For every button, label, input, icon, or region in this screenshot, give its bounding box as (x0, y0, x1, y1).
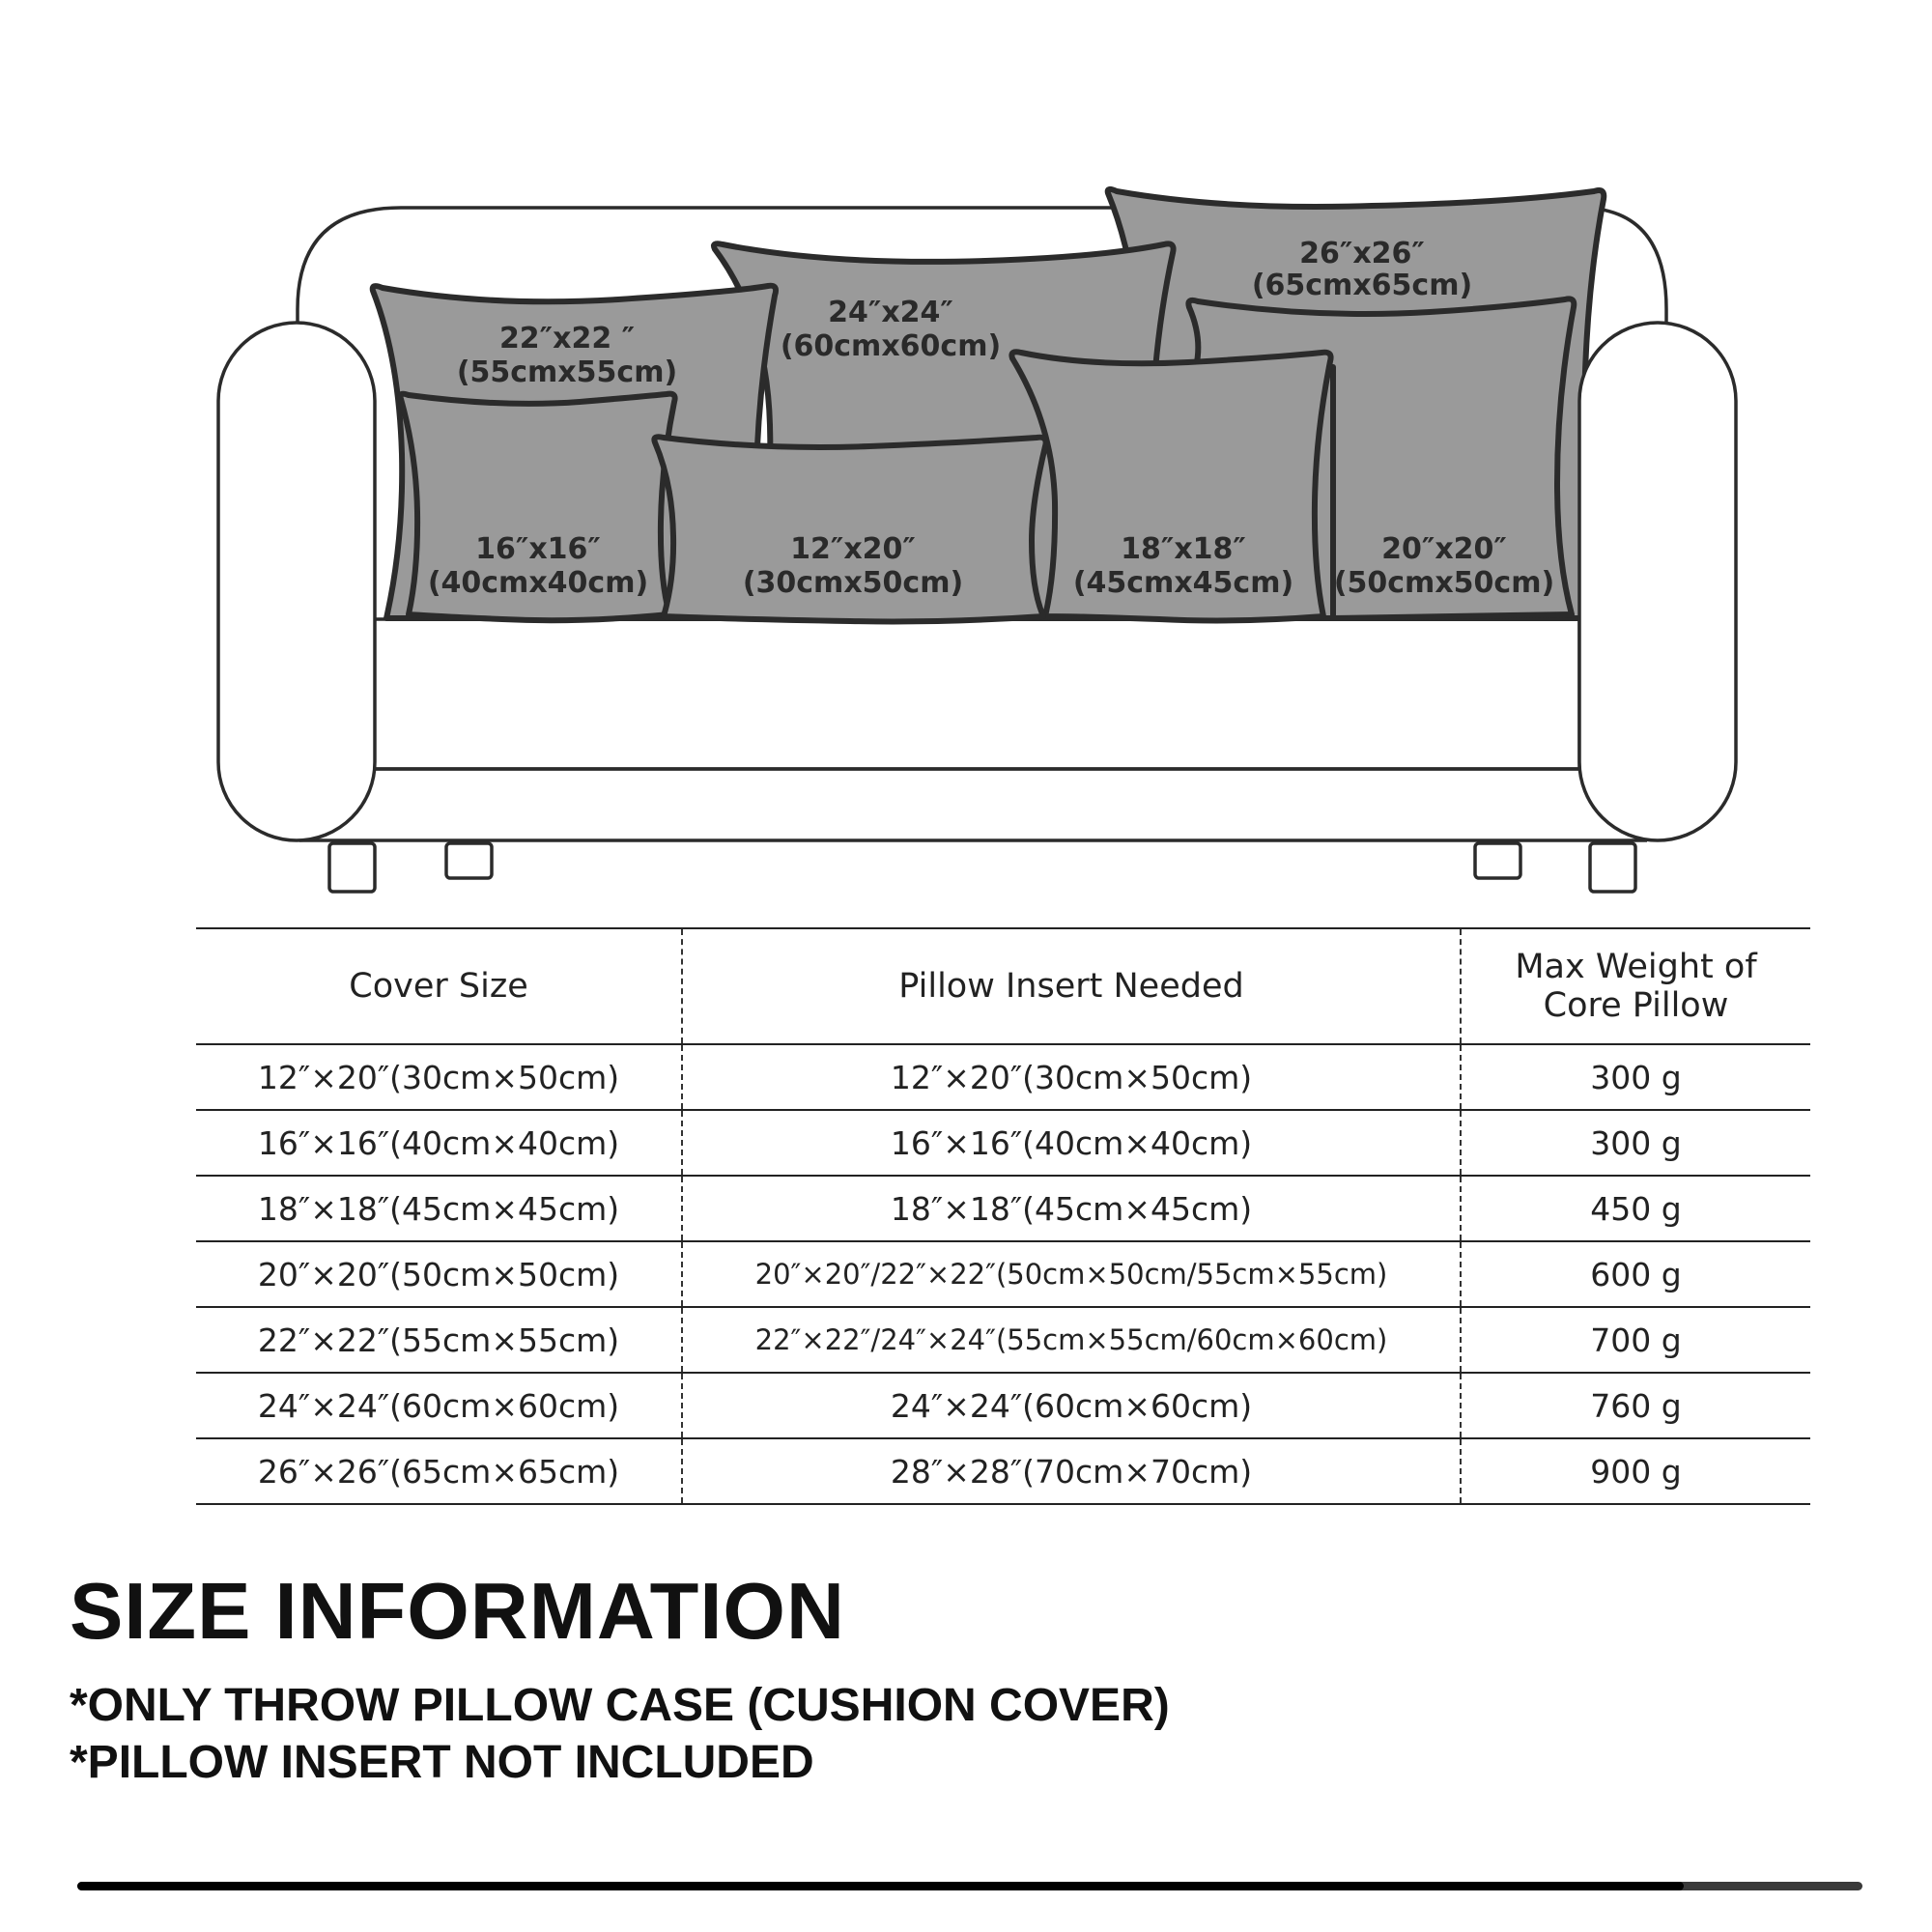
cell-cover: 12″×20″(30cm×50cm) (196, 1044, 682, 1110)
table-row (196, 1373, 1810, 1438)
header-max-weight-line1: Max Weight of (1515, 948, 1757, 986)
pillow-label-20-in: 20″x20″ (1381, 532, 1507, 566)
table-row (196, 1307, 1810, 1373)
table-header-row (196, 928, 1810, 1044)
table-row (196, 1176, 1810, 1241)
cell-weight: 450 g (1461, 1176, 1810, 1241)
cell-insert: 16″×16″(40cm×40cm) (682, 1110, 1461, 1176)
image-progress-fill (77, 1882, 1684, 1890)
cell-cover: 26″×26″(65cm×65cm) (196, 1438, 682, 1504)
size-table (196, 927, 1810, 1505)
cell-cover: 24″×24″(60cm×60cm) (196, 1373, 682, 1438)
table-row (196, 1241, 1810, 1307)
sofa-leg (1590, 843, 1635, 892)
header-pillow-insert: Pillow Insert Needed (682, 928, 1461, 1044)
cell-cover: 16″×16″(40cm×40cm) (196, 1110, 682, 1176)
table-row (196, 1044, 1810, 1110)
cell-cover: 22″×22″(55cm×55cm) (196, 1307, 682, 1373)
cell-weight: 600 g (1461, 1241, 1810, 1307)
pillow-label-26-cm: (65cmx65cm) (1251, 269, 1473, 302)
pillow-label-16-in: 16″x16″ (475, 532, 601, 566)
pillow-label-20-cm: (50cmx50cm) (1333, 566, 1555, 600)
sofa-arm-left (218, 323, 375, 840)
cell-insert: 28″×28″(70cm×70cm) (682, 1438, 1461, 1504)
pillow-label-18-in: 18″x18″ (1121, 532, 1246, 566)
header-cover-size: Cover Size (196, 928, 682, 1044)
cell-weight: 300 g (1461, 1110, 1810, 1176)
pillow-label-22-cm: (55cmx55cm) (456, 355, 678, 389)
sofa-seat (372, 619, 1579, 769)
pillow-label-26-in: 26″x26″ (1299, 237, 1425, 270)
cell-cover: 20″×20″(50cm×50cm) (196, 1241, 682, 1307)
sofa-leg (446, 843, 492, 878)
cell-insert: 12″×20″(30cm×50cm) (682, 1044, 1461, 1110)
cell-insert: 24″×24″(60cm×60cm) (682, 1373, 1461, 1438)
cell-weight: 900 g (1461, 1438, 1810, 1504)
pillow-label-24-in: 24″x24″ (828, 296, 953, 329)
note-pillow-case-only: *ONLY THROW PILLOW CASE (CUSHION COVER) (70, 1680, 1170, 1731)
cell-insert: 18″×18″(45cm×45cm) (682, 1176, 1461, 1241)
cell-weight: 300 g (1461, 1044, 1810, 1110)
table-row (196, 1438, 1810, 1504)
cell-weight: 760 g (1461, 1373, 1810, 1438)
cell-cover: 18″×18″(45cm×45cm) (196, 1176, 682, 1241)
sofa-leg (329, 843, 375, 892)
pillow-label-22-in: 22″x22 ″ (498, 322, 636, 355)
pillow-label-12x20-in: 12″x20″ (790, 532, 916, 566)
note-insert-not-included: *PILLOW INSERT NOT INCLUDED (70, 1737, 814, 1788)
sofa-diagram (0, 0, 1932, 908)
cell-insert: 20″×20″/22″×22″(50cm×50cm/55cm×55cm) (682, 1241, 1461, 1307)
header-max-weight (1461, 928, 1810, 1044)
pillow-label-18-cm: (45cmx45cm) (1072, 566, 1294, 600)
cell-insert: 22″×22″/24″×24″(55cm×55cm/60cm×60cm) (682, 1307, 1461, 1373)
size-information-title: SIZE INFORMATION (70, 1566, 845, 1656)
sofa-leg (1475, 843, 1520, 878)
pillow-label-16-cm: (40cmx40cm) (427, 566, 649, 600)
image-progress-bar (77, 1882, 1862, 1890)
pillow-label-24-cm: (60cmx60cm) (780, 329, 1002, 363)
cell-weight: 700 g (1461, 1307, 1810, 1373)
header-max-weight-line2: Core Pillow (1543, 986, 1729, 1025)
table-row (196, 1110, 1810, 1176)
pillow-label-12x20-cm: (30cmx50cm) (742, 566, 964, 600)
sofa-arm-right (1579, 323, 1736, 840)
